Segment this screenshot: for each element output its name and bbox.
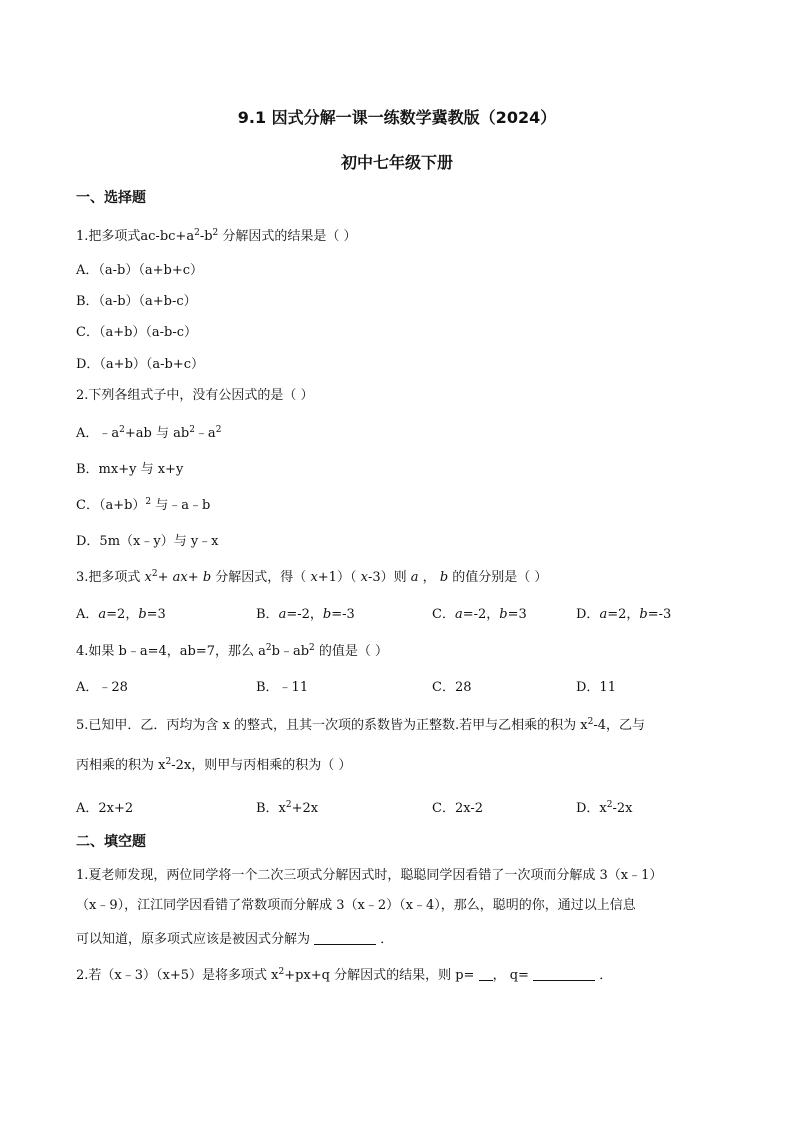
fill-1-line-3: 可以知道，原多项式应该是被因式分解为 ． — [76, 932, 394, 947]
question-1-option-a: A．（a-b）（a+b+c） — [76, 263, 203, 278]
section-heading-choice: 一、选择题 — [76, 190, 146, 206]
question-1-option-c: C．（a+b）（a-b-c） — [76, 325, 198, 340]
question-3-option-d: D．a=2，b=-3 — [576, 607, 672, 622]
question-5-stem-line-1: 5.已知甲．乙．丙均为含 x 的整式，且其一次项的系数皆为正整数.若甲与乙相乘的积为 $x^2-4$，乙与 — [76, 717, 646, 733]
question-3-option-c: C．a=-2，b=3 — [432, 607, 527, 622]
question-2-stem: 2.下列各组式子中，没有公因式的是（ ） — [76, 388, 314, 403]
fill-1-line-1: 1.夏老师发现，两位同学将一个二次三项式分解因式时，聪聪同学因看错了一次项而分解成 3（x﹣1） — [76, 868, 663, 883]
document-subtitle: 初中七年级下册 — [340, 153, 453, 172]
question-4-option-d: D．11 — [576, 680, 616, 695]
question-5-option-d: D．$x^2-2x$ — [576, 800, 633, 816]
question-1-option-d: D．（a+b）（a-b+c） — [76, 357, 205, 372]
fill-1-answer-blank[interactable] — [314, 932, 376, 945]
question-2-option-d: D．5m（x﹣y）与 y﹣x — [76, 534, 219, 549]
fill-2-stem: 2.若（x﹣3）（x+5）是将多项式 $x^2+px+q$ 分解因式的结果，则 p= ， q= ． — [76, 967, 613, 983]
question-4-option-a: A．﹣28 — [76, 680, 128, 695]
question-3-option-b: B．a=-2，b=-3 — [256, 607, 355, 622]
question-4-stem: 4.如果 b﹣a=4，ab=7，那么 $a^2b﹣ab^2$ 的值是（ ） — [76, 643, 389, 659]
question-1-stem: 1.把多项式$ac-bc+a^2-b^2$ 分解因式的结果是（ ） — [76, 228, 357, 244]
document-title: 9.1 因式分解一课一练数学冀教版（2024） — [237, 108, 557, 127]
fill-1-line-2: （x﹣9），江江同学因看错了常数项而分解成 3（x﹣2）（x﹣4），那么，聪明的你，通过以上信息 — [76, 898, 636, 913]
question-5-option-a: A．2x+2 — [76, 801, 134, 816]
question-2-option-c: C．$(a+b)^2$ 与﹣a﹣b — [76, 497, 211, 513]
question-3-option-a: A．a=2，b=3 — [76, 607, 166, 622]
question-1-option-b: B．（a-b）（a+b-c） — [76, 294, 197, 309]
question-5-option-b: B．$x^2+2x$ — [256, 800, 319, 816]
section-heading-fill: 二、填空题 — [76, 834, 146, 850]
fill-2-q-blank[interactable] — [533, 968, 595, 981]
question-2-option-a: A．$﹣a^2+ab$ 与 $ab^2﹣a^2$ — [76, 425, 222, 441]
question-4-option-c: C．28 — [432, 680, 472, 695]
question-5-stem-line-2: 丙相乘的积为 $x^2-2x$，则甲与丙相乘的积为（ ） — [76, 757, 352, 773]
question-5-option-c: C．2x-2 — [432, 801, 483, 816]
question-4-option-b: B．﹣11 — [256, 680, 309, 695]
fill-2-p-blank[interactable] — [479, 968, 493, 981]
question-3-stem: 3.把多项式 $x^2+ ax+ b$ 分解因式，得（ x+1）（ x-3）则 a ， b 的值分别是（ ） — [76, 569, 548, 585]
question-2-option-b: B．mx+y 与 x+y — [76, 462, 184, 477]
